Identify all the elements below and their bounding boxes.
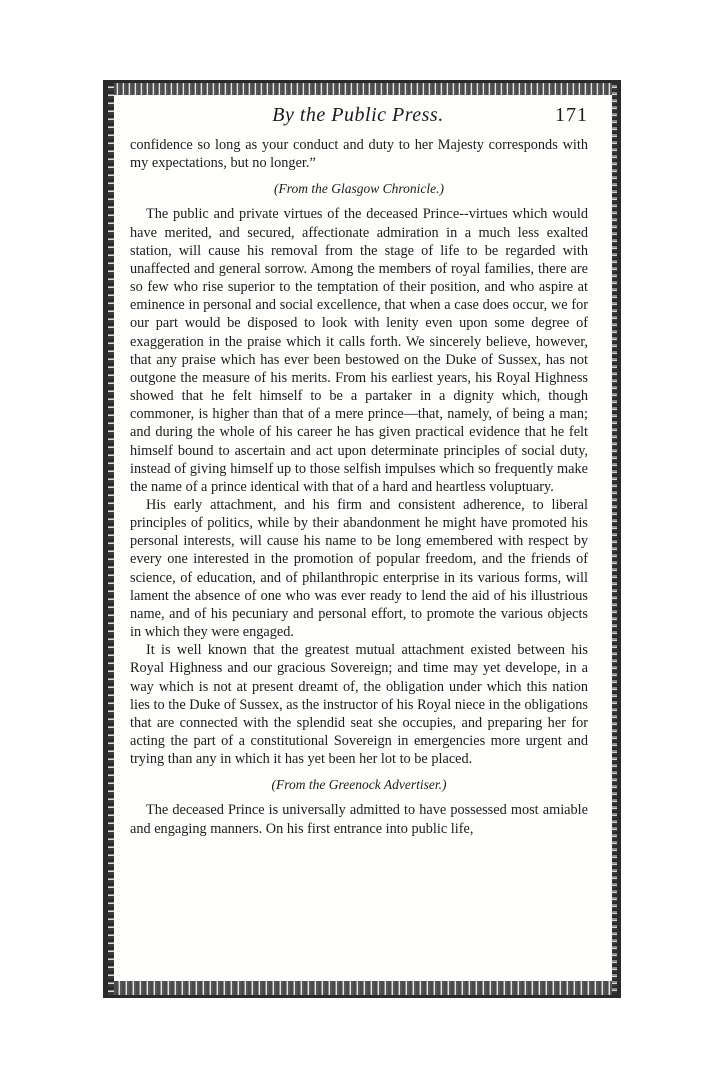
paragraph-mutual-attachment: It is well known that the greatest mutual attachment existed between his Royal Highness and our gracious Sovereign; and time may yet develope, in a way which is not at present dreamt of, the obligation under which this nation lies to the Duke of Sussex, as the instructor of his Royal niece in the obligations that are connected with the splendid seat she occupies, and preparing her for acting the part of a constitutional Sovereign in emergencies more urgent and trying than any in which it has yet been her lot to be placed. <box>130 642 588 768</box>
source-heading-glasgow: (From the Glasgow Chronicle.) <box>274 181 444 197</box>
paragraph-amiable-manners: The deceased Prince is universally admitted to have possessed most amiable and engaging manners. On his first entrance into public life, <box>130 802 588 837</box>
page-number: 171 <box>555 104 588 126</box>
paragraph-continuation: confidence so long as your conduct and duty to her Majesty corresponds with my expectations, but no longer.” <box>130 137 588 172</box>
frame-left-ornament <box>108 83 114 995</box>
source-heading-greenock: (From the Greenock Advertiser.) <box>271 777 447 793</box>
running-title: By the Public Press. <box>272 104 444 126</box>
frame-bottom-ornament <box>108 981 617 995</box>
paragraph-early-attachment: His early attachment, and his firm and consistent adherence, to liberal principles of politics, while by their abandonment he might have promoted his personal interests, will cause his name to be long emembered with respect by every one interested in the promotion of popular freedom, and the friends of science, of education, and of philanthropic enterprise in its various forms, will lament the absence of one who was ever ready to lend the aid of his illustrious name, and of his pecuniary and personal effort, to promote the various objects in which they were engaged. <box>130 496 588 641</box>
text-column <box>130 136 588 838</box>
frame-right-ornament <box>612 83 617 995</box>
frame-top-ornament <box>108 83 617 95</box>
running-head <box>128 104 588 132</box>
paragraph-public-virtues: The public and private virtues of the deceased Prince--virtues which would have merited, and secured, affectionate admiration in a much less exalted station, will cause his removal from the stage of life to be regarded with unaffected and general sorrow. Among the members of royal families, there are so few who rise superior to the temptation of their position, and who aspire at eminence in personal and social excellence, that when a case does occur, we for our part would be disposed to look with lenity even upon some degree of exaggeration in the praise which it calls forth. We sincerely believe, however, that any praise which has ever been bestowed on the Duke of Sussex, has not outgone the measure of his merits. From his earliest years, his Royal Highness showed that he felt himself to be a partaker in a dignity which, though commoner, is higher than that of a mere prince—that, namely, of being a man; and during the whole of his career he has given practical evidence that he felt himself bound to ascertain and act upon determinate principles of social duty, instead of giving himself up to those selfish impulses which so frequently make the name of a prince identical with that of a hard and heartless voluptuary. <box>130 206 588 495</box>
